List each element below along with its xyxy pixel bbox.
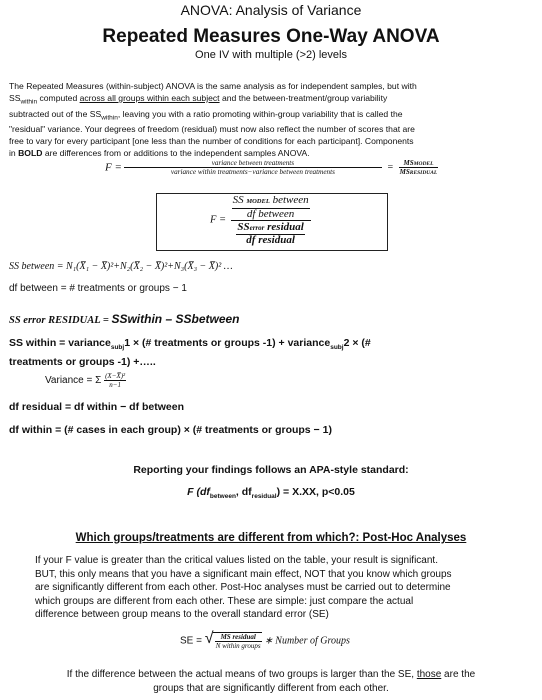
intro-text: , leaving you with a ratio promoting within-group variability that is called the [117, 108, 403, 119]
conclusion-underline: those [416, 669, 442, 680]
ss-error-label: SS error RESIDUAL = [9, 315, 112, 326]
ss-error-value: SSwithin – SSbetween [111, 312, 240, 326]
intro-paragraph [9, 81, 534, 160]
apa-f: F (df [187, 486, 210, 498]
ms-ratio [399, 159, 439, 176]
f-lhs: F = [105, 161, 122, 174]
conclusion-text: If the difference between the actual means of two groups is larger than the SE, [66, 669, 417, 680]
f2-ss-model [232, 195, 310, 209]
ss-within-sub: subj [110, 344, 125, 352]
posthoc-line: are significantly different from each other. Post-Hoc analyses must be carried out to determine [35, 582, 451, 594]
se-label: SE = [180, 635, 202, 647]
boxed-f-content [210, 195, 311, 245]
radical-icon: √ [204, 630, 214, 647]
f2-bottom [231, 221, 311, 245]
apa-format [0, 486, 542, 500]
top-title: ANOVA: Analysis of Variance [180, 2, 362, 18]
apa-text: ) = X.XX, p<0.05 [276, 486, 355, 498]
intro-line: "residual" variance. Your degrees of freedom (residual) must now also reflect the number of scores that are [9, 124, 415, 135]
posthoc-line: which groups are different from each other. These are simple: just compare the actual [35, 595, 414, 607]
intro-text: are differences from or additions to the independent samples ANOVA. [42, 147, 310, 158]
f2-ss: SS [232, 194, 244, 206]
apa-sub: between [209, 493, 236, 501]
subtitle: One IV with multiple (>2) levels [195, 49, 347, 61]
posthoc-line: BUT, this only means that you have a significant main effect, NOT that you know which groups [35, 568, 452, 580]
f2-bottom-fraction [236, 222, 304, 245]
intro-line: The Repeated Measures (within-subject) ANOVA is the same analysis as for independent samples, but with [9, 81, 417, 91]
f2-tail: between [269, 194, 309, 206]
apa-sub: residual [251, 493, 277, 501]
ss-within-line [9, 336, 529, 355]
posthoc-paragraph [35, 554, 535, 622]
ss-between-equation: SS between = N₁(X̅₁ − X̅)²+N₂(X̅₂ − X̅)²+N₃(X̅₃ − X̅)² … [9, 261, 233, 272]
f-fraction [124, 159, 382, 176]
f2-df-between: df between [246, 207, 295, 220]
f2-ss-sub: MODEL [246, 198, 270, 205]
variance-fraction [104, 372, 126, 389]
df-between-equation: df between = # treatments or groups − 1 [9, 283, 187, 294]
f2-tail: residual [264, 221, 304, 233]
conclusion-text: are the [441, 669, 476, 680]
ss-within-text: 2 × (# [343, 337, 371, 349]
intro-line [9, 109, 534, 125]
intro-line [9, 93, 534, 109]
ss-within-line: treatments or groups -1) +….. [9, 356, 156, 369]
conclusion-line: groups that are significantly different from each other. [153, 682, 389, 694]
f2-ss-error [236, 222, 304, 235]
f2-top-fraction [232, 195, 310, 219]
intro-sub: within [20, 98, 38, 106]
ms-label: MS [399, 168, 410, 176]
se-tail: ∗ Number of Groups [264, 635, 350, 647]
se-denominator: N within groups [215, 642, 261, 650]
intro-text: and the between-treatment/group variability [219, 92, 388, 103]
conclusion-line [0, 668, 542, 682]
ms-sub: MODEL [413, 161, 434, 167]
f2-outer-fraction [231, 195, 311, 245]
f-ratio-formula [105, 159, 438, 176]
f2-df-residual: df residual [246, 233, 295, 246]
posthoc-line: If your F value is greater than the critical values listed on the table, your result is significant. [35, 555, 438, 566]
f2-ss-sub: error [249, 224, 265, 232]
intro-line: free to vary for every participant [one less than the number of conditions for each participant]. Components [9, 136, 414, 147]
df-residual-equation: df residual = df within − df between [9, 401, 185, 413]
ss-within-sub: subj [330, 344, 344, 352]
ss-within-text: SS within = variance [9, 337, 111, 349]
se-numerator: MS residual [215, 633, 262, 642]
ms-model [399, 159, 439, 168]
ms-residual [399, 168, 439, 176]
sigma-symbol: Σ [95, 375, 102, 386]
intro-text: computed [37, 92, 80, 103]
se-formula [180, 632, 350, 650]
f2-ss: SS [237, 221, 250, 233]
df-within-equation: df within = (# cases in each group) × (# treatments or groups − 1) [9, 424, 332, 436]
se-fraction [215, 633, 262, 650]
ms-sub: RESIDUAL [409, 170, 438, 176]
f2-lhs: F = [210, 214, 227, 226]
intro-text: SS [9, 92, 21, 103]
variance-label: Variance = [45, 375, 93, 386]
sqrt-symbol [204, 630, 262, 650]
intro-text: subtracted out of the SS [9, 108, 102, 119]
ms-label: MS [403, 159, 414, 167]
posthoc-heading: Which groups/treatments are different from which?: Post-Hoc Analyses [75, 532, 467, 544]
ss-within-equation [9, 336, 529, 369]
f-equals: = [386, 162, 394, 173]
intro-sub: within [101, 114, 118, 122]
variance-denominator: n−1 [109, 381, 121, 389]
f-denominator: variance within treatments−variance between treatments [170, 168, 335, 176]
intro-underline: across all groups within each subject [79, 92, 220, 103]
posthoc-conclusion [0, 668, 542, 695]
ss-error-equation [9, 312, 240, 326]
f-numerator: variance between treatments [124, 159, 382, 168]
variance-numerator: (X−X̅)² [105, 372, 126, 380]
main-title: Repeated Measures One-Way ANOVA [102, 26, 440, 47]
posthoc-line: difference between group means to the overall standard error (SE) [35, 609, 329, 621]
f2-top [231, 195, 311, 221]
variance-equation [45, 372, 126, 389]
intro-text: in [9, 147, 19, 158]
apa-text: , df [235, 486, 252, 498]
apa-heading: Reporting your findings follows an APA-style standard: [133, 464, 409, 476]
intro-bold: BOLD [18, 147, 43, 158]
ss-within-text: 1 × (# treatments or groups -1) + variance [124, 337, 331, 349]
